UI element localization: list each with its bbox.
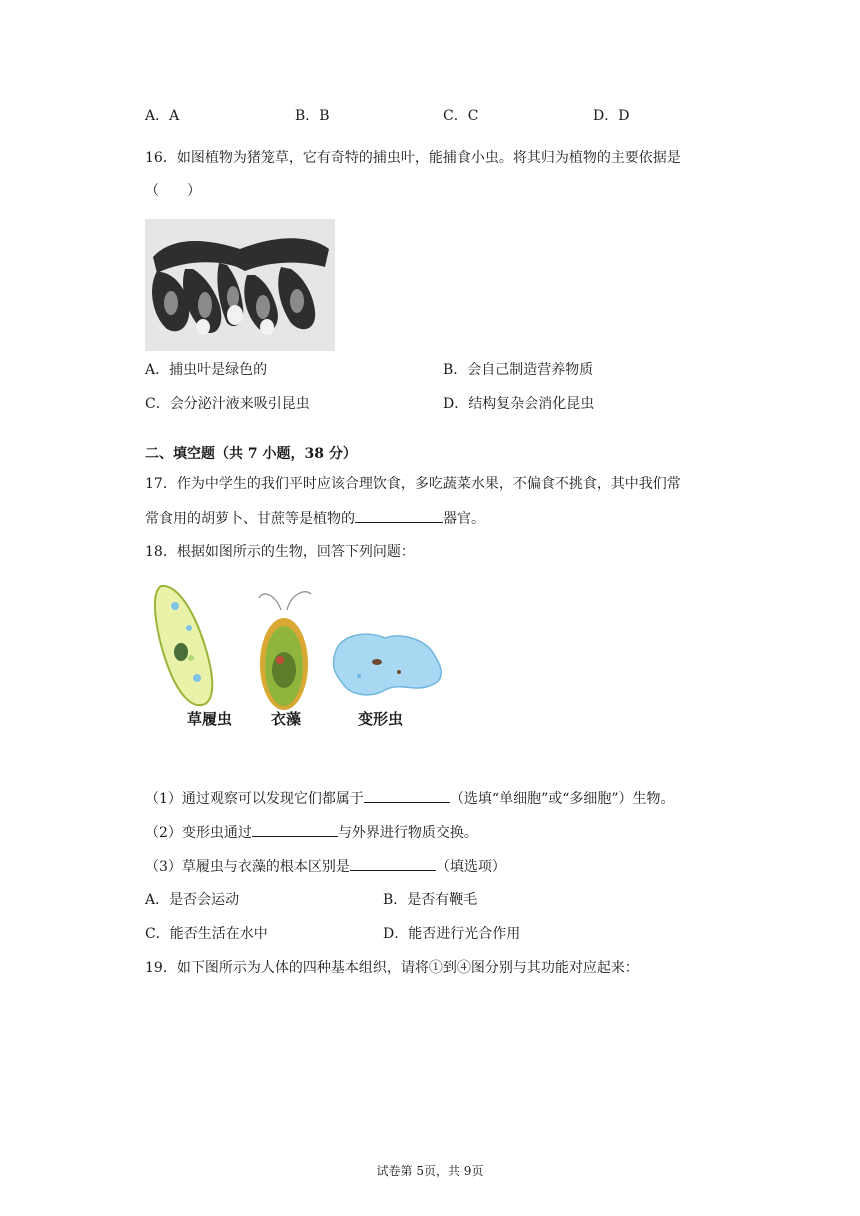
q18-sub1-before: （1）通过观察可以发现它们都属于 — [145, 791, 364, 807]
section-title-fill-in: 二、填空题（共 7 小题，38 分） — [145, 446, 357, 462]
q16-option-d: D．结构复杂会消化昆虫 — [443, 396, 595, 412]
q16-option-a: A．捕虫叶是绿色的 — [145, 362, 268, 378]
q18-sub1-answer-blank[interactable] — [364, 788, 450, 803]
q16-stem-line2: （ ） — [145, 183, 201, 199]
organisms-figure — [145, 580, 450, 740]
q18-sub3-answer-blank[interactable] — [350, 856, 436, 871]
q17-line2 — [145, 508, 485, 529]
q16-stem-line1: 16．如图植物为猪笼草，它有奇特的捕虫叶，能捕食小虫。将其归为植物的主要依据是 — [145, 150, 681, 166]
q18-sub3 — [145, 856, 506, 877]
q17-line1: 17．作为中学生的我们平时应该合理饮食，多吃蔬菜水果，不偏食不挑食，其中我们常 — [145, 476, 681, 492]
q18-sub3-after: （填选项） — [435, 859, 506, 875]
amoeba-illustration — [333, 634, 441, 695]
pitcher-plant-figure — [145, 219, 335, 351]
page-footer: 试卷第 5页，共 9页 — [376, 1164, 484, 1178]
q17-answer-blank[interactable] — [355, 508, 443, 523]
q16-option-b: B．会自己制造营养物质 — [443, 362, 594, 378]
q18-option-d: D．能否进行光合作用 — [383, 926, 521, 942]
q19-stem: 19．如下图所示为人体的四种基本组织，请将①到④图分别与其功能对应起来： — [145, 960, 639, 976]
q15-option-d: D．D — [593, 108, 630, 124]
q18-sub2 — [145, 822, 478, 843]
q18-sub1 — [145, 788, 675, 809]
pitcher-plant-image — [145, 219, 335, 351]
q18-option-b: B．是否有鞭毛 — [383, 892, 478, 908]
q18-sub2-before: （2）变形虫通过 — [145, 825, 252, 841]
q15-option-a: A．A — [145, 108, 180, 124]
q18-stem: 18．根据如图所示的生物，回答下列问题： — [145, 544, 415, 560]
q18-option-a: A．是否会运动 — [145, 892, 240, 908]
q17-text-before: 常食用的胡萝卜、甘蔗等是植物的 — [145, 511, 355, 527]
chlamydomonas-illustration — [259, 592, 311, 710]
q15-option-c: C．C — [443, 108, 479, 124]
label-chlamydomonas: 衣藻 — [271, 710, 302, 728]
q18-sub3-before: （3）草履虫与衣藻的根本区别是 — [145, 859, 350, 875]
q18-sub1-after: （选填“单细胞”或“多细胞”）生物。 — [449, 791, 675, 807]
q18-option-c: C．能否生活在水中 — [145, 926, 268, 942]
q15-option-b: B．B — [295, 108, 330, 124]
q17-text-after: 器官。 — [443, 511, 485, 527]
label-amoeba: 变形虫 — [358, 710, 404, 728]
paramecium-illustration — [155, 586, 212, 705]
q16-option-c: C．会分泌汁液来吸引昆虫 — [145, 396, 310, 412]
q18-sub2-after: 与外界进行物质交换。 — [337, 825, 478, 841]
q18-sub2-answer-blank[interactable] — [252, 822, 338, 837]
label-paramecium: 草履虫 — [187, 710, 233, 728]
